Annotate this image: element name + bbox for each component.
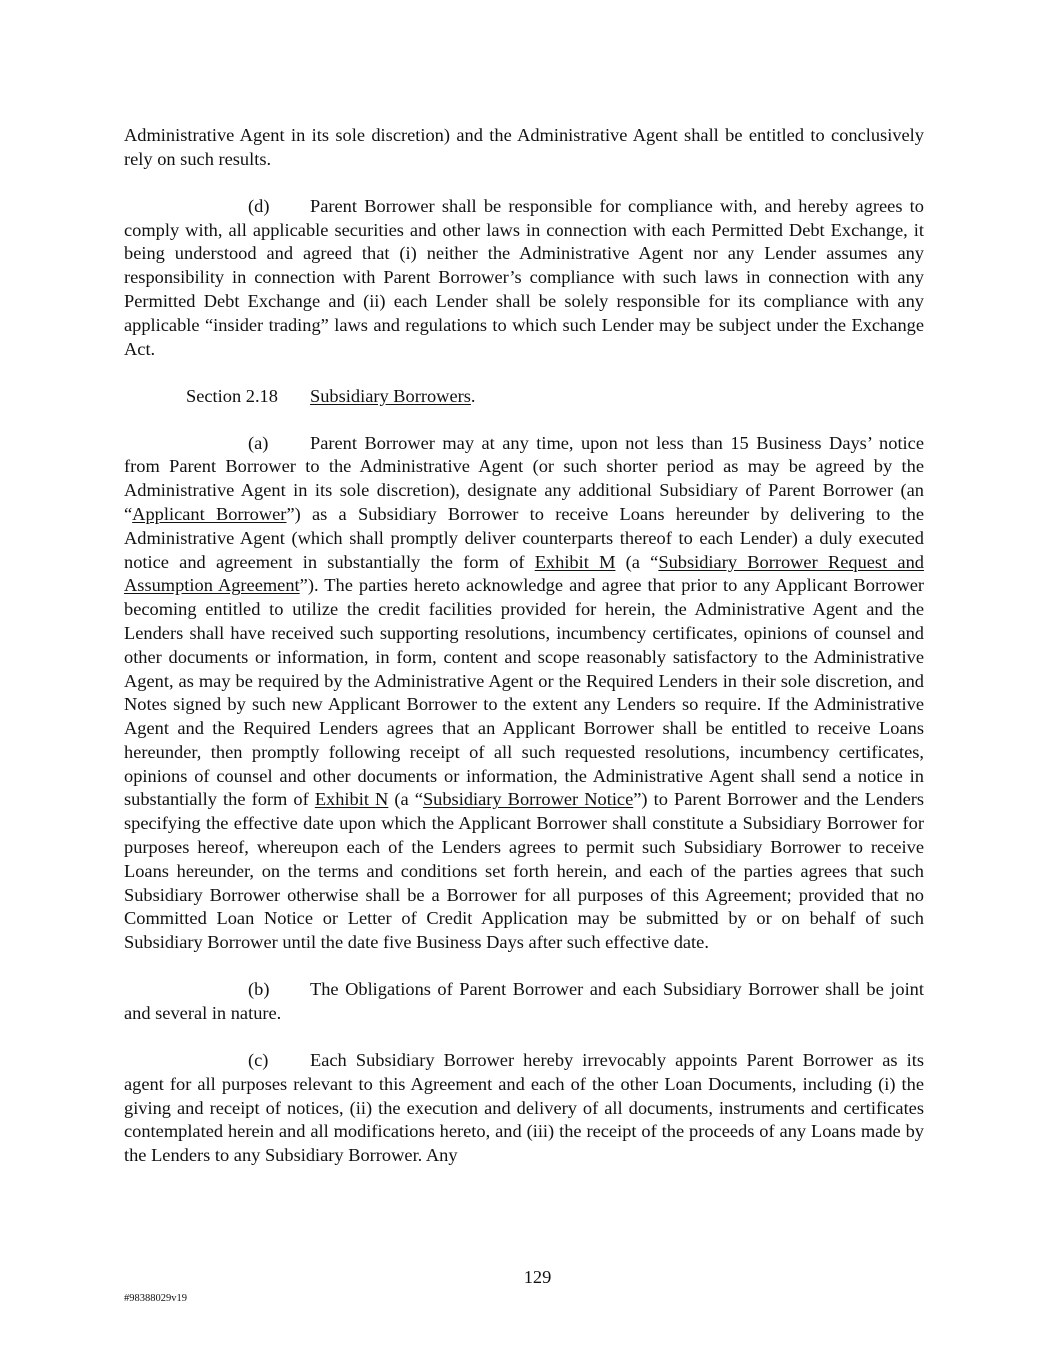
- paragraph-label: (c): [248, 1050, 269, 1071]
- document-body: [124, 124, 924, 1191]
- defined-term-request-agreement: Subsidiary Borrower Request and Assumption Agreement: [124, 551, 924, 596]
- section-number: Section 2.18: [186, 385, 278, 406]
- paragraph-d: (d) Parent Borrower shall be responsible for compliance with, and hereby agrees to comply with, all applicable securities and other laws in connection with each Permitted Debt Exchange, it being understood and agreed that (i) neither the Administrative Agent nor any Lender assumes any responsibility in connection with Parent Borrower’s compliance with such laws in connection with any Permitted Debt Exchange and (ii) each Lender shall be solely responsible for its compliance with any applicable “insider trading” laws and regulations to which such Lender may be subject under the Exchange Act.: [124, 195, 924, 359]
- page-number: 129: [523, 1267, 552, 1287]
- paragraph-a: (a) Parent Borrower may at any time, upon not less than 15 Business Days’ notice from Parent Borrower to the Administrative Agent (or such shorter period as may be agreed by the Administrative Agent in its sole discretion), designate any additional Subsidiary of Parent Borrower (an “Applicant Borrower”) as a Subsidiary Borrower to receive Loans hereunder by delivering to the Administrative Agent (which shall promptly deliver counterparts thereof to each Lender) a duly executed notice and agreement in substantially the form of Exhibit M (a “Subsidiary Borrower Request and Assumption Agreement”). The parties hereto acknowledge and agree that prior to any Applicant Borrower becoming entitled to utilize the credit facilities provided for herein, the Administrative Agent and the Lenders shall have received such supporting resolutions, incumbency certificates, opinions of counsel and other documents or information, in form, content and scope reasonably satisfactory to the Administrative Agent, as may be required by the Administrative Agent or the Required Lenders in their sole discretion, and Notes signed by such new Applicant Borrower to the extent any Lenders so require. If the Administrative Agent and the Required Lenders agrees that an Applicant Borrower shall be entitled to receive Loans hereunder, then promptly following receipt of all such requested resolutions, incumbency certificates, opinions of counsel and other documents or information, the Administrative Agent shall send a notice in substantially the form of Exhibit N (a “Subsidiary Borrower Notice”) to Parent Borrower and the Lenders specifying the effective date upon which the Applicant Borrower shall constitute a Subsidiary Borrower for purposes hereof, whereupon each of the Lenders agrees to permit such Subsidiary Borrower to receive Loans hereunder, on the terms and conditions set forth herein, and each of the parties agrees that such Subsidiary Borrower otherwise shall be a Borrower for all purposes of this Agreement; provided that no Committed Loan Notice or Letter of Credit Application may be submitted by or on behalf of such Subsidiary Borrower until the date five Business Days after such effective date.: [124, 432, 925, 953]
- exhibit-m-reference: Exhibit M: [534, 551, 616, 572]
- defined-term-applicant-borrower: Applicant Borrower: [132, 503, 287, 524]
- paragraph-b: (b) The Obligations of Parent Borrower and each Subsidiary Borrower shall be joint and several in nature.: [124, 979, 924, 1024]
- section-heading: Section 2.18 Subsidiary Borrowers.: [186, 385, 924, 409]
- exhibit-n-reference: Exhibit N: [314, 789, 389, 810]
- document-id: #98388029v19: [124, 1293, 187, 1304]
- paragraph-label: (a): [248, 432, 269, 453]
- section-title: Subsidiary Borrowers: [310, 385, 471, 406]
- paragraph-label: (b): [248, 979, 270, 1000]
- paragraph-c: (c) Each Subsidiary Borrower hereby irrevocably appoints Parent Borrower as its agent for all purposes relevant to this Agreement and each of the other Loan Documents, including (i) the giving and receipt of notices, (ii) the execution and delivery of all documents, instruments and certificates contemplated herein and all modifications hereto, and (iii) the receipt of the proceeds of any Loans made by the Lenders to any Subsidiary Borrower. Any: [124, 1050, 924, 1166]
- defined-term-borrower-notice: Subsidiary Borrower Notice: [422, 789, 634, 810]
- continuation-paragraph: Administrative Agent in its sole discretion) and the Administrative Agent shall be entitled to conclusively rely on such results.: [124, 125, 924, 169]
- paragraph-label: (d): [248, 195, 270, 216]
